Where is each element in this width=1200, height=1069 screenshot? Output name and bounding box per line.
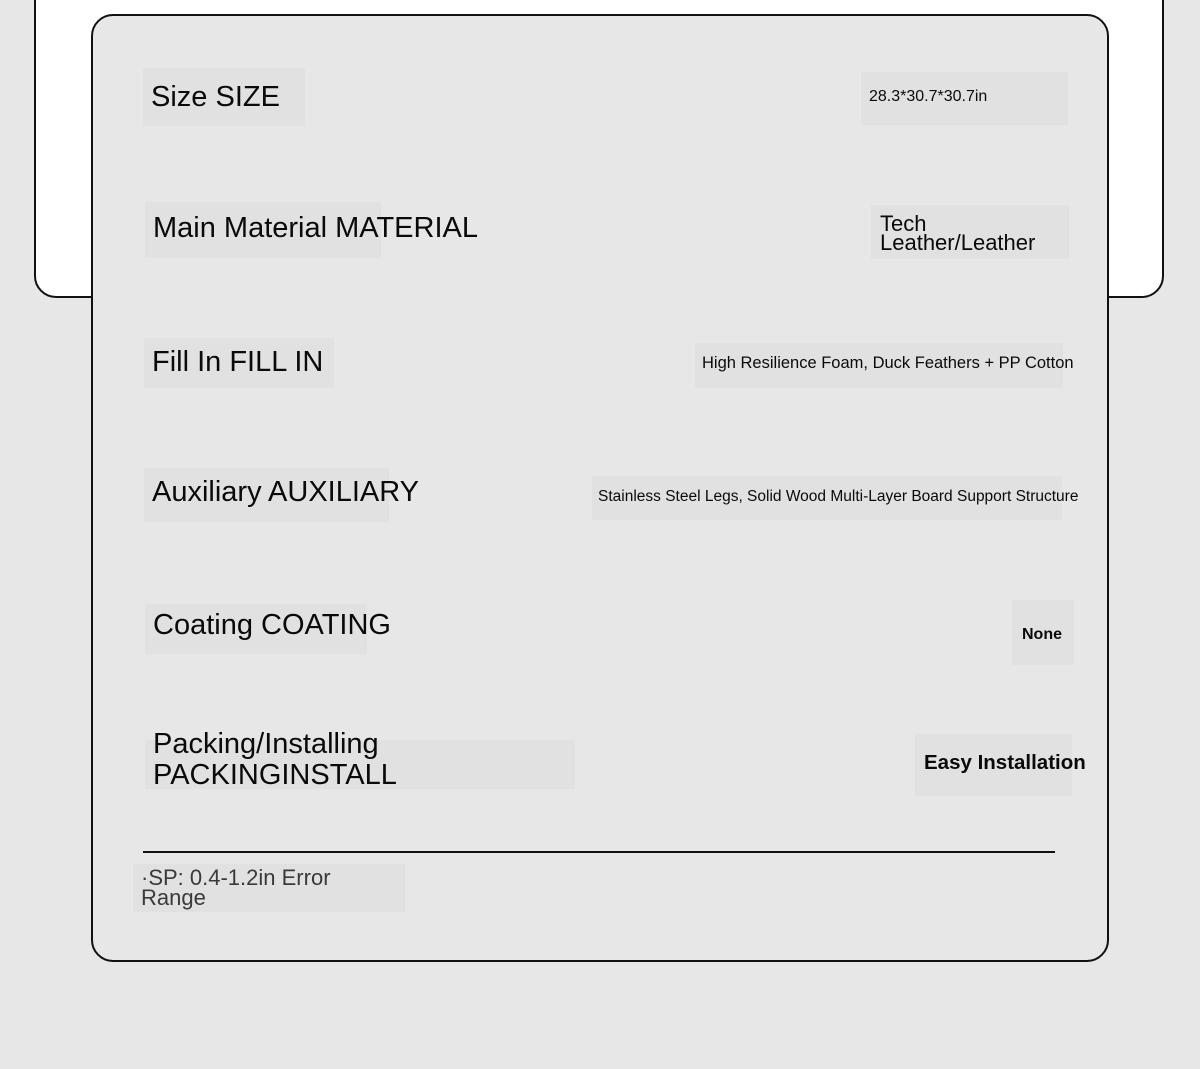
auxiliary-value: Stainless Steel Legs, Solid Wood Multi-Layer Board Support Structure: [598, 488, 1079, 505]
size-value: 28.3*30.7*30.7in: [869, 88, 988, 105]
coating-label: Coating COATING: [153, 609, 391, 641]
material-value: Tech Leather/Leather: [880, 211, 1036, 255]
packing-value: Easy Installation: [924, 751, 1086, 774]
error-range-note: ·SP: 0.4-1.2in Error Range: [141, 865, 331, 910]
auxiliary-label: Auxiliary AUXILIARY: [152, 476, 420, 508]
material-label: Main Material MATERIAL: [153, 212, 478, 244]
divider: [143, 851, 1055, 853]
coating-value: None: [1022, 626, 1062, 643]
packing-label: Packing/Installing PACKINGINSTALL: [153, 728, 397, 791]
size-label: Size SIZE: [151, 81, 280, 113]
fill-label: Fill In FILL IN: [152, 346, 324, 378]
fill-value: High Resilience Foam, Duck Feathers + PP Cotton: [702, 354, 1074, 372]
